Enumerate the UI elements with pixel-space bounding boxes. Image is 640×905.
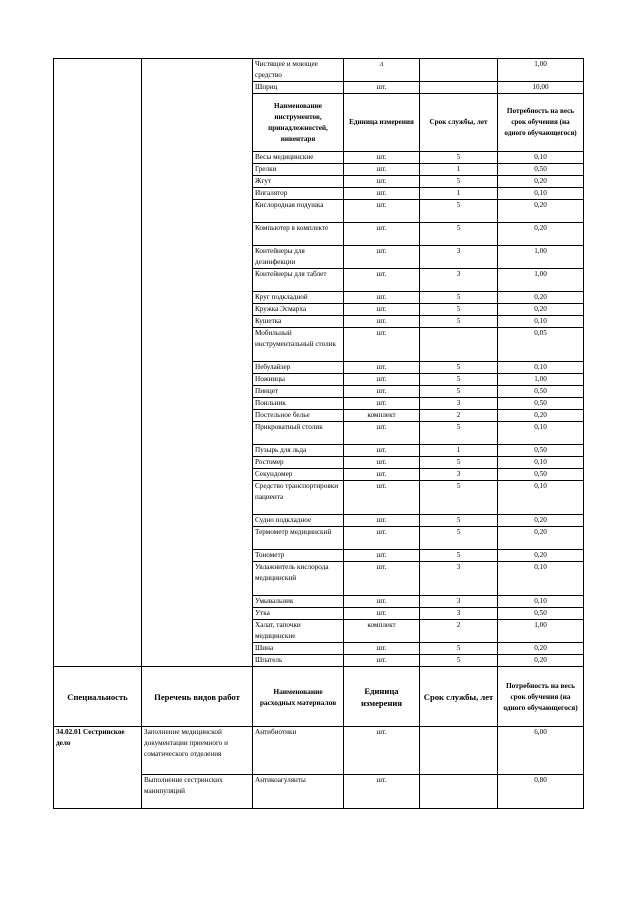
need-cell: 0,10: [498, 188, 584, 200]
service-life-cell: 2: [420, 620, 498, 643]
service-life-cell: 5: [420, 176, 498, 188]
unit-cell: шт.: [344, 469, 420, 481]
item-name-header: Наименование инструментов, принадлежностей, инвентаря: [253, 94, 344, 152]
service-life-cell: 3: [420, 246, 498, 269]
need-cell: 0,50: [498, 386, 584, 398]
need-cell: 1,00: [498, 620, 584, 643]
service-life-cell: [420, 82, 498, 94]
service-life-cell: 1: [420, 188, 498, 200]
item-name-cell: Ростомер: [253, 457, 344, 469]
unit-cell: шт.: [344, 82, 420, 94]
service-life-cell: 5: [420, 362, 498, 374]
need-cell: 0,10: [498, 596, 584, 608]
item-name-cell: Контейнеры для дезинфекции: [253, 246, 344, 269]
item-name-cell: Пинцет: [253, 386, 344, 398]
unit-cell: шт.: [344, 386, 420, 398]
consumables-table: [53, 58, 584, 809]
item-name-cell: Шина: [253, 643, 344, 655]
service-life-cell: 5: [420, 422, 498, 445]
service-life-cell: 5: [420, 643, 498, 655]
need-cell: 0,50: [498, 164, 584, 176]
material-name-header: Наименование расходных материалов: [253, 667, 344, 727]
unit-cell: шт.: [344, 362, 420, 374]
item-name-cell: Шпатель: [253, 655, 344, 667]
service-life-cell: [420, 727, 498, 775]
unit-header: Единица измерения: [344, 667, 420, 727]
item-name-cell: Компьютер в комплекте: [253, 223, 344, 246]
materials-header-row: [54, 667, 584, 727]
unit-cell: комплект: [344, 410, 420, 422]
service-life-cell: 5: [420, 481, 498, 515]
service-life-cell: 3: [420, 608, 498, 620]
work-type-cell: Заполнение медицинской документации приемного и соматического отделения: [142, 727, 253, 775]
need-cell: 0,20: [498, 550, 584, 562]
need-cell: 1,00: [498, 374, 584, 386]
item-name-cell: Жгут: [253, 176, 344, 188]
need-cell: 0,10: [498, 316, 584, 328]
unit-cell: шт.: [344, 727, 420, 775]
service-life-cell: 5: [420, 374, 498, 386]
item-name-cell: Кушетка: [253, 316, 344, 328]
need-cell: 1,00: [498, 269, 584, 292]
item-name-cell: Кружка Эсмарха: [253, 304, 344, 316]
unit-cell: шт.: [344, 200, 420, 223]
work-type-cell: Выполнение сестринских манипуляций: [142, 775, 253, 809]
need-cell: 0,20: [498, 200, 584, 223]
unit-cell: шт.: [344, 643, 420, 655]
item-name-cell: Постельное белье: [253, 410, 344, 422]
need-cell: 1,00: [498, 59, 584, 82]
need-cell: 0,80: [498, 775, 584, 809]
service-life-cell: [420, 59, 498, 82]
material-name-cell: Антикоагулянты: [253, 775, 344, 809]
item-name-cell: Увлажнитель кислорода медицинский: [253, 562, 344, 596]
need-cell: 0,20: [498, 515, 584, 527]
item-name-cell: Секундомер: [253, 469, 344, 481]
unit-cell: шт.: [344, 316, 420, 328]
service-life-cell: 3: [420, 469, 498, 481]
need-cell: 0,50: [498, 398, 584, 410]
need-cell: 0,20: [498, 527, 584, 550]
unit-cell: шт.: [344, 527, 420, 550]
item-name-cell: Весы медицинские: [253, 152, 344, 164]
item-name-cell: Круг подкладной: [253, 292, 344, 304]
unit-cell: шт.: [344, 398, 420, 410]
item-name-cell: Грелки: [253, 164, 344, 176]
item-name-cell: Средство транспортировки пациента: [253, 481, 344, 515]
need-cell: 0,20: [498, 655, 584, 667]
specialty-cell-empty: [54, 59, 142, 667]
need-cell: 1,00: [498, 246, 584, 269]
unit-cell: шт.: [344, 223, 420, 246]
service-life-cell: 5: [420, 200, 498, 223]
service-life-cell: 2: [420, 410, 498, 422]
need-cell: 0,05: [498, 328, 584, 362]
work-types-header: Перечень видов работ: [142, 667, 253, 727]
service-life-cell: 5: [420, 457, 498, 469]
need-cell: 0,20: [498, 410, 584, 422]
unit-header: Единица измерения: [344, 94, 420, 152]
need-cell: 6,00: [498, 727, 584, 775]
item-name-cell: Утка: [253, 608, 344, 620]
unit-cell: шт.: [344, 481, 420, 515]
service-life-cell: 1: [420, 445, 498, 457]
need-cell: 0,20: [498, 304, 584, 316]
need-cell: 0,20: [498, 643, 584, 655]
unit-cell: шт.: [344, 152, 420, 164]
unit-cell: комплект: [344, 620, 420, 643]
service-life-cell: 5: [420, 304, 498, 316]
service-life-cell: 5: [420, 292, 498, 304]
item-name-cell: Поильник: [253, 398, 344, 410]
service-life-cell: 5: [420, 152, 498, 164]
table-row: [54, 59, 584, 82]
unit-cell: шт.: [344, 246, 420, 269]
need-cell: 0,10: [498, 562, 584, 596]
table-row: [54, 727, 584, 775]
unit-cell: шт.: [344, 269, 420, 292]
service-life-cell: 1: [420, 164, 498, 176]
service-life-header: Срок службы, лет: [420, 667, 498, 727]
service-life-cell: 3: [420, 596, 498, 608]
item-name-cell: Шприц: [253, 82, 344, 94]
need-cell: 0,10: [498, 457, 584, 469]
need-cell: 0,10: [498, 362, 584, 374]
unit-cell: шт.: [344, 596, 420, 608]
need-cell: 0,50: [498, 445, 584, 457]
unit-cell: шт.: [344, 164, 420, 176]
specialty-cell: 34.02.01 Сестринское дело: [54, 727, 142, 809]
need-cell: 0,50: [498, 608, 584, 620]
unit-cell: шт.: [344, 176, 420, 188]
item-name-cell: Мобильный инструментальный столик: [253, 328, 344, 362]
service-life-cell: 5: [420, 386, 498, 398]
service-life-header: Срок службы, лет: [420, 94, 498, 152]
unit-cell: шт.: [344, 608, 420, 620]
service-life-cell: [420, 328, 498, 362]
service-life-cell: 5: [420, 223, 498, 246]
material-name-cell: Антибиотики: [253, 727, 344, 775]
unit-cell: шт.: [344, 374, 420, 386]
service-life-cell: 3: [420, 269, 498, 292]
need-header: Потребность на весь срок обучения (на одного обучающегося): [498, 667, 584, 727]
unit-cell: шт.: [344, 422, 420, 445]
unit-cell: шт.: [344, 328, 420, 362]
item-name-cell: Умывальник: [253, 596, 344, 608]
unit-cell: шт.: [344, 304, 420, 316]
service-life-cell: 3: [420, 398, 498, 410]
item-name-cell: Ингалятор: [253, 188, 344, 200]
need-cell: 0,20: [498, 176, 584, 188]
service-life-cell: 5: [420, 527, 498, 550]
item-name-cell: Прикроватный столик: [253, 422, 344, 445]
item-name-cell: Судно подкладное: [253, 515, 344, 527]
unit-cell: шт.: [344, 655, 420, 667]
unit-cell: шт.: [344, 457, 420, 469]
service-life-cell: 5: [420, 550, 498, 562]
item-name-cell: Небулайзер: [253, 362, 344, 374]
unit-cell: шт.: [344, 292, 420, 304]
need-cell: 10,00: [498, 82, 584, 94]
service-life-cell: 5: [420, 316, 498, 328]
need-header: Потребность на весь срок обучения (на одного обучающегося): [498, 94, 584, 152]
unit-cell: шт.: [344, 550, 420, 562]
unit-cell: шт.: [344, 515, 420, 527]
need-cell: 0,50: [498, 469, 584, 481]
specialty-header: Специальность: [54, 667, 142, 727]
unit-cell: шт.: [344, 562, 420, 596]
item-name-cell: Ножницы: [253, 374, 344, 386]
unit-cell: л: [344, 59, 420, 82]
service-life-cell: 5: [420, 515, 498, 527]
need-cell: 0,10: [498, 481, 584, 515]
item-name-cell: Чистящее и моющее средство: [253, 59, 344, 82]
need-cell: 0,20: [498, 292, 584, 304]
unit-cell: шт.: [344, 775, 420, 809]
item-name-cell: Кислородная подушка: [253, 200, 344, 223]
need-cell: 0,10: [498, 422, 584, 445]
unit-cell: шт.: [344, 188, 420, 200]
item-name-cell: Халат, тапочки медицинские: [253, 620, 344, 643]
service-life-cell: 5: [420, 655, 498, 667]
item-name-cell: Контейнеры для таблет: [253, 269, 344, 292]
item-name-cell: Тонометр: [253, 550, 344, 562]
need-cell: 0,20: [498, 223, 584, 246]
item-name-cell: Термометр медицинский: [253, 527, 344, 550]
unit-cell: шт.: [344, 445, 420, 457]
need-cell: 0,10: [498, 152, 584, 164]
service-life-cell: [420, 775, 498, 809]
item-name-cell: Пузырь для льда: [253, 445, 344, 457]
work-type-cell-empty: [142, 59, 253, 667]
service-life-cell: 3: [420, 562, 498, 596]
